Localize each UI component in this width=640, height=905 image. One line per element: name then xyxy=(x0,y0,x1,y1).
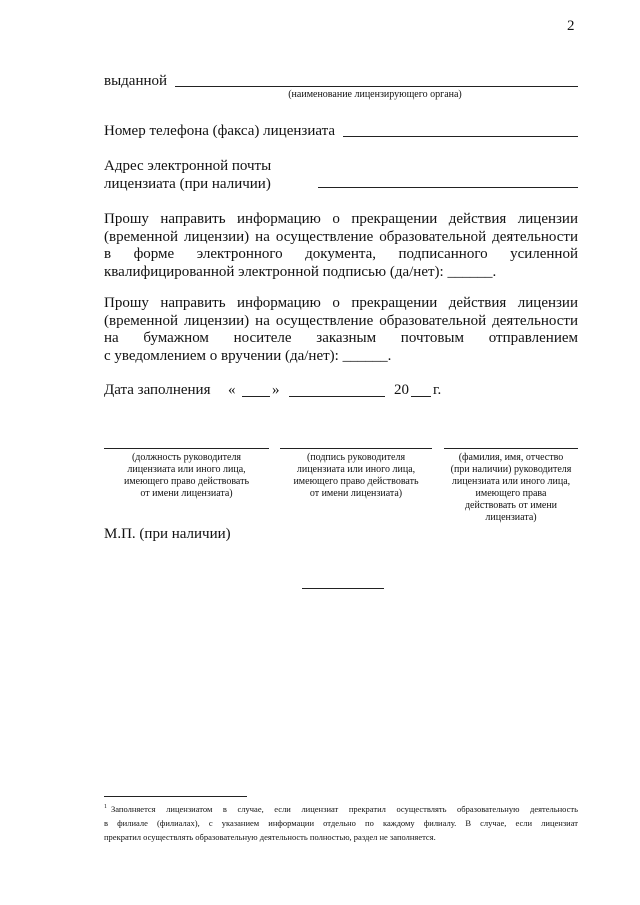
request-paper-line: с уведомлением о вручении (да/нет): ______. xyxy=(104,347,392,364)
request-paper-paragraph xyxy=(104,295,578,365)
page-number: 2 xyxy=(567,18,575,34)
request-electronic-line: квалифицированной электронной подписью (да/нет): ______. xyxy=(104,263,497,280)
name-caption-line: имеющего права xyxy=(475,488,547,499)
section-end-divider xyxy=(302,588,384,589)
footnote-separator xyxy=(104,796,247,797)
signature-caption-line: от имени лицензиата) xyxy=(309,488,403,499)
footnote-line-2: в филиале (филиалах), с указанием информации отдельно по каждому филиалу. В случае, если лицензиат xyxy=(104,817,578,828)
email-label-line2: лицензиата (при наличии) xyxy=(104,176,271,192)
date-open-quote: « xyxy=(228,382,236,398)
name-caption-line: лицензиата) xyxy=(485,512,537,523)
name-caption-line: действовать от имени xyxy=(464,500,558,511)
date-year-suffix: г. xyxy=(433,382,442,398)
request-paper-line: Прошу направить информацию о прекращении действия лицензии xyxy=(104,295,578,311)
email-label-line1: Адрес электронной почты xyxy=(104,158,272,174)
signature-caption-line: лицензиата или иного лица, xyxy=(296,464,416,475)
stamp-label: М.П. (при наличии) xyxy=(104,526,231,542)
email-field-line xyxy=(318,187,578,188)
footnote xyxy=(104,800,578,844)
footnote-marker: 1 xyxy=(104,804,107,810)
signature-caption-line: (подпись руководителя xyxy=(306,452,406,463)
position-caption-line: от имени лицензиата) xyxy=(140,488,233,499)
request-paper-line: на бумажном носителе заказным почтовым отправлением xyxy=(104,330,578,346)
position-caption-line: лицензиата или иного лица, xyxy=(127,464,246,475)
phone-label: Номер телефона (факса) лицензиата xyxy=(104,123,336,139)
signature-line xyxy=(280,448,432,449)
name-caption-line: лицензиата или иного лица, xyxy=(451,476,571,487)
phone-field-line xyxy=(343,136,578,137)
position-signature-line xyxy=(104,448,269,449)
issued-label: выданной xyxy=(104,73,168,89)
name-signature-line xyxy=(444,448,578,449)
name-caption-line: (при наличии) руководителя xyxy=(450,464,572,475)
footnote-line-3: прекратил осуществлять образовательную деятельность полностью, раздел не заполняется. xyxy=(104,831,436,842)
date-year-line xyxy=(411,396,431,397)
footnote-text: Заполняется лицензиатом в случае, если лицензиат прекратил осуществлять образовательную деятельность xyxy=(111,803,578,814)
name-caption xyxy=(440,452,582,524)
signature-caption xyxy=(280,452,432,500)
position-caption xyxy=(104,452,269,500)
request-electronic-line: Прошу направить информацию о прекращении действия лицензии xyxy=(104,211,578,227)
name-caption-line: (фамилия, имя, отчество xyxy=(458,452,564,463)
date-close-quote: » xyxy=(272,382,280,398)
issued-field-line xyxy=(175,86,578,87)
position-caption-line: имеющего право действовать xyxy=(123,476,250,487)
issued-caption: (наименование лицензирующего органа) xyxy=(288,89,462,100)
date-century: 20 xyxy=(394,382,409,398)
request-electronic-paragraph xyxy=(104,211,578,281)
request-electronic-line: (временной лицензии) на осуществление образовательной деятельности xyxy=(104,228,578,245)
position-caption-line: (должность руководителя xyxy=(131,452,242,463)
date-month-line xyxy=(289,396,385,397)
request-paper-line: (временной лицензии) на осуществление образовательной деятельности xyxy=(104,312,578,329)
date-day-line xyxy=(242,396,270,397)
request-electronic-line: в форме электронного документа, подписанного усиленной xyxy=(104,246,578,262)
footnote-line-1 xyxy=(104,800,578,816)
signature-caption-line: имеющего право действовать xyxy=(293,476,419,487)
date-label: Дата заполнения xyxy=(104,382,211,398)
